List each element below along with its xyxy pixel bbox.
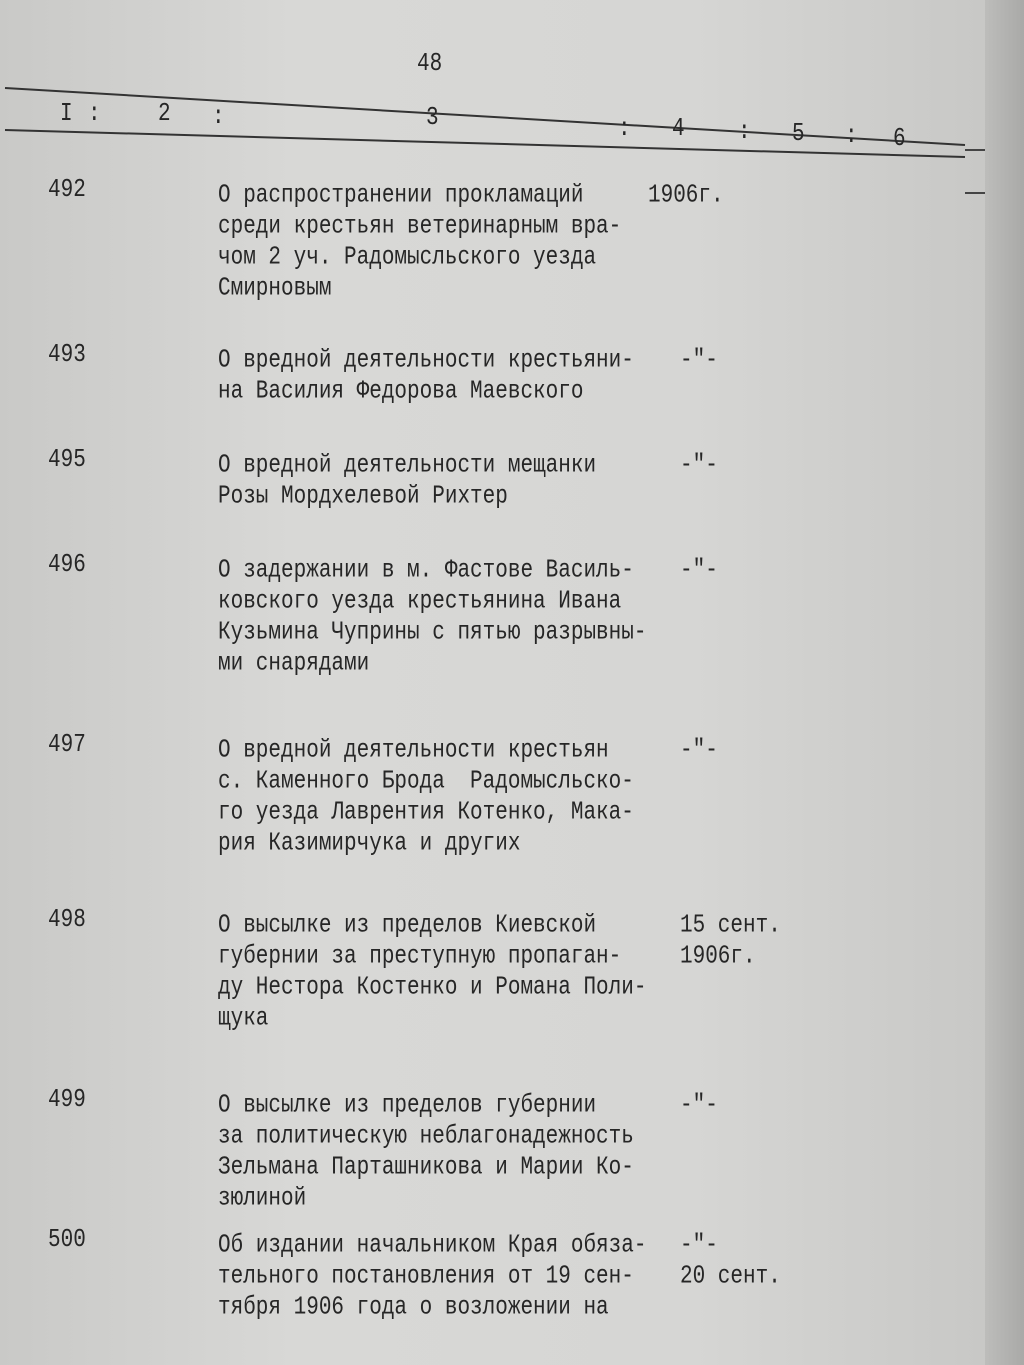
- entry-date: -"-: [680, 451, 718, 480]
- entry-description-line: Розы Мордхелевой Рихтер: [218, 482, 508, 511]
- entry-description-line: О высылке из пределов Киевской: [218, 911, 597, 940]
- column-separator: :: [738, 118, 751, 147]
- column-header-3: 3: [426, 104, 439, 133]
- entry-description-line: чом 2 уч. Радомысльского уезда: [218, 243, 597, 272]
- entry-number: 493: [48, 341, 86, 370]
- entry-date: 15 сент.: [680, 911, 781, 940]
- header-bottom-rule: [5, 130, 965, 157]
- entry-number: 492: [48, 176, 86, 205]
- entry-description-line: О вредной деятельности крестьяни-: [218, 346, 634, 375]
- entry-description-line: губернии за преступную пропаган-: [218, 942, 622, 971]
- page-number: 48: [417, 50, 443, 79]
- entry-description-line: ду Нестора Костенко и Романа Поли-: [218, 973, 647, 1002]
- entry-description-line: ми снарядами: [218, 649, 370, 678]
- entry-number: 498: [48, 906, 86, 935]
- column-separator: :: [618, 115, 631, 144]
- column-separator: :: [88, 100, 101, 129]
- entry-description-line: О высылке из пределов губернии: [218, 1091, 597, 1120]
- column-header-6: 6: [893, 125, 906, 154]
- header-top-rule: [5, 88, 965, 145]
- column-header-5: 5: [792, 120, 805, 149]
- entry-date: 1906г.: [648, 181, 724, 210]
- entry-description-line: ковского уезда крестьянина Ивана: [218, 587, 622, 616]
- entry-description-line: зюлиной: [218, 1184, 307, 1213]
- entry-number: 499: [48, 1086, 86, 1115]
- entry-description-line: Кузьмина Чуприны с пятью разрывны-: [218, 618, 647, 647]
- entry-description-line: с. Каменного Брода Радомысльско-: [218, 767, 634, 796]
- entry-description-line: Смирновым: [218, 274, 332, 303]
- column-separator: :: [845, 122, 858, 151]
- entry-description-line: среди крестьян ветеринарным вра-: [218, 212, 622, 241]
- column-header-2: 2: [158, 100, 171, 129]
- entry-description-line: рия Казимирчука и других: [218, 829, 521, 858]
- entry-description-line: О задержании в м. Фастове Василь-: [218, 556, 634, 585]
- entry-date: 1906г.: [680, 942, 756, 971]
- column-separator: :: [212, 103, 225, 132]
- entry-date: -"-: [680, 1091, 718, 1120]
- entry-description-line: го уезда Лаврентия Котенко, Мака-: [218, 798, 634, 827]
- entry-number: 496: [48, 551, 86, 580]
- entry-description-line: Об издании начальником Края обяза-: [218, 1231, 647, 1260]
- entry-date: -"-: [680, 736, 718, 765]
- entry-date: -"-: [680, 1231, 718, 1260]
- entry-description-line: О распространении прокламаций: [218, 181, 584, 210]
- entry-description-line: за политическую неблагонадежность: [218, 1122, 634, 1151]
- entry-description-line: О вредной деятельности крестьян: [218, 736, 609, 765]
- entry-date: 20 сент.: [680, 1262, 781, 1291]
- entry-date: -"-: [680, 556, 718, 585]
- entry-description-line: Зельмана Парташникова и Марии Ко-: [218, 1153, 634, 1182]
- entry-number: 495: [48, 446, 86, 475]
- entry-number: 500: [48, 1226, 86, 1255]
- entry-date: -"-: [680, 346, 718, 375]
- column-header-4: 4: [672, 115, 685, 144]
- column-header-1: I: [60, 100, 73, 129]
- entry-description-line: щука: [218, 1004, 269, 1033]
- entry-description-line: на Василия Федорова Маевского: [218, 377, 584, 406]
- entry-description-line: тября 1906 года о возложении на: [218, 1293, 609, 1322]
- entry-description-line: О вредной деятельности мещанки: [218, 451, 597, 480]
- entry-number: 497: [48, 731, 86, 760]
- entry-description-line: тельного постановления от 19 сен-: [218, 1262, 634, 1291]
